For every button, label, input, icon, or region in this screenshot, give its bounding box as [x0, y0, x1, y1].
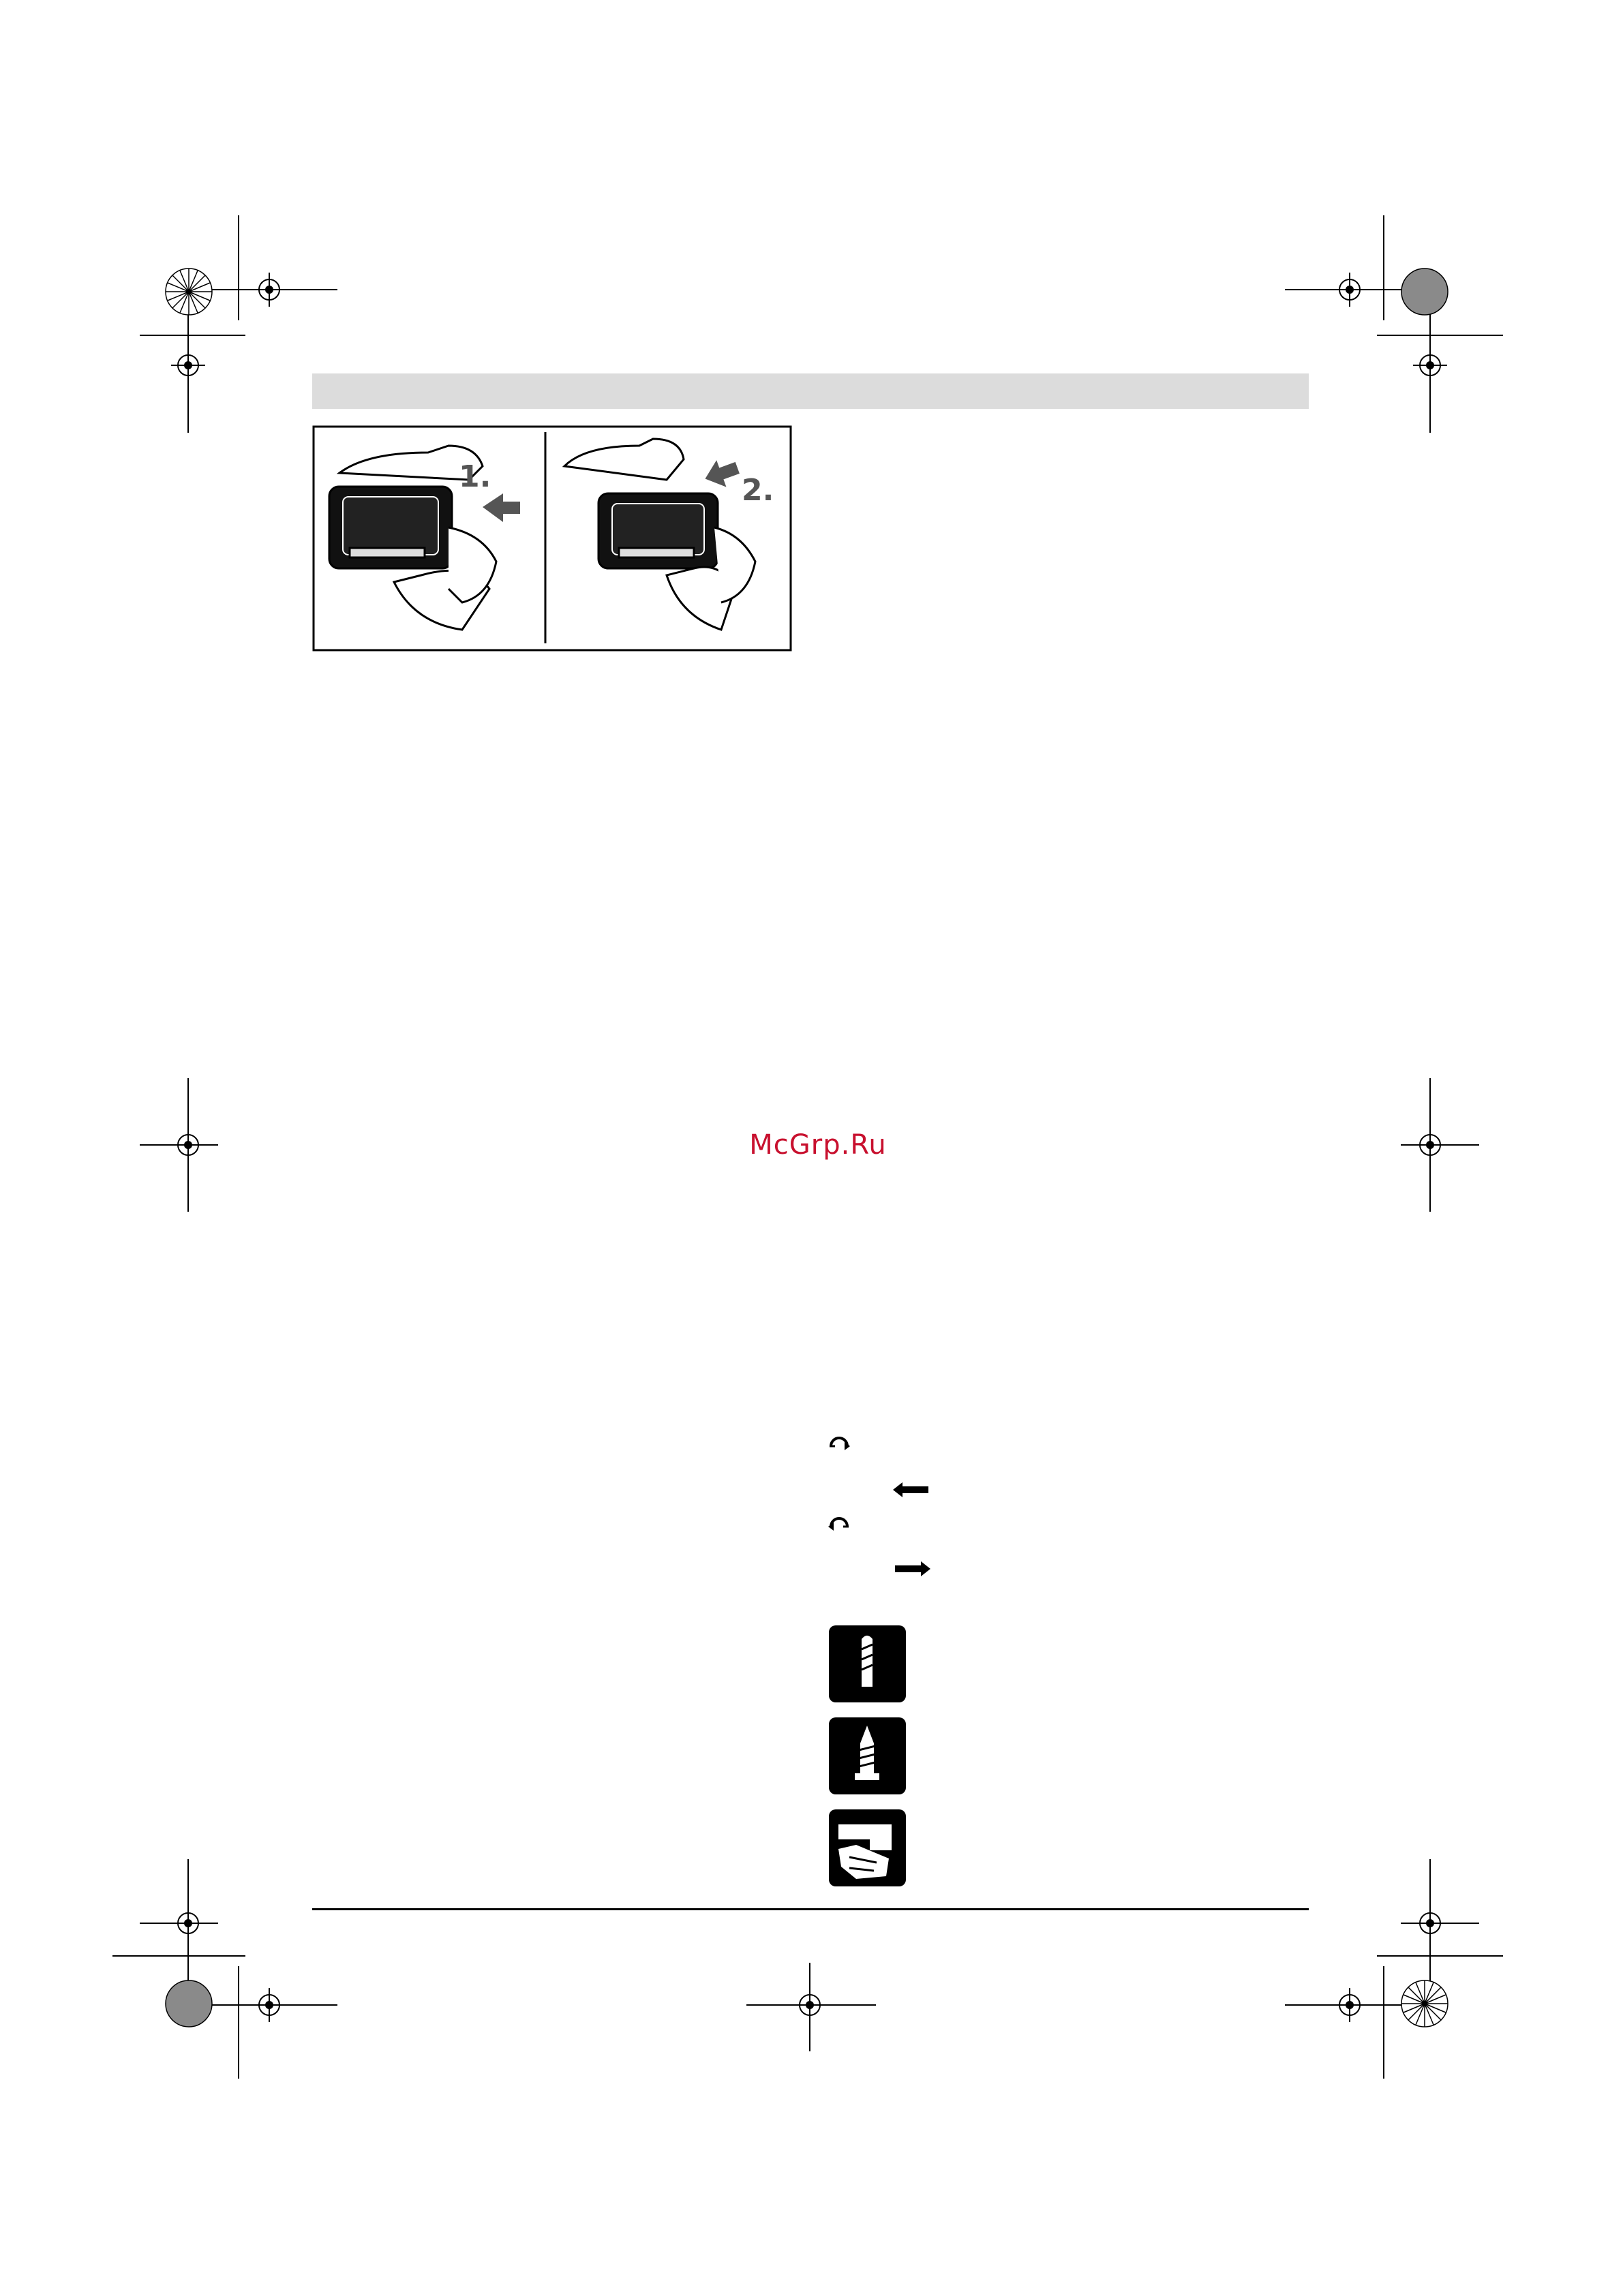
step-1-label: 1. — [459, 459, 491, 494]
header-bar — [312, 373, 1309, 409]
rotation-left-icon — [827, 1512, 851, 1531]
watermark: McGrp.Ru — [749, 1129, 887, 1161]
battery-removal-figure — [312, 425, 793, 653]
footer-rule — [312, 1908, 1309, 1910]
chisel-icon — [829, 1809, 906, 1886]
arrow-left-icon — [893, 1482, 928, 1497]
arrow-right-icon — [895, 1561, 930, 1576]
drill-bit-icon — [829, 1625, 906, 1702]
screw-icon — [829, 1717, 906, 1794]
rotation-right-icon — [827, 1431, 851, 1450]
step-2-label: 2. — [742, 473, 774, 508]
